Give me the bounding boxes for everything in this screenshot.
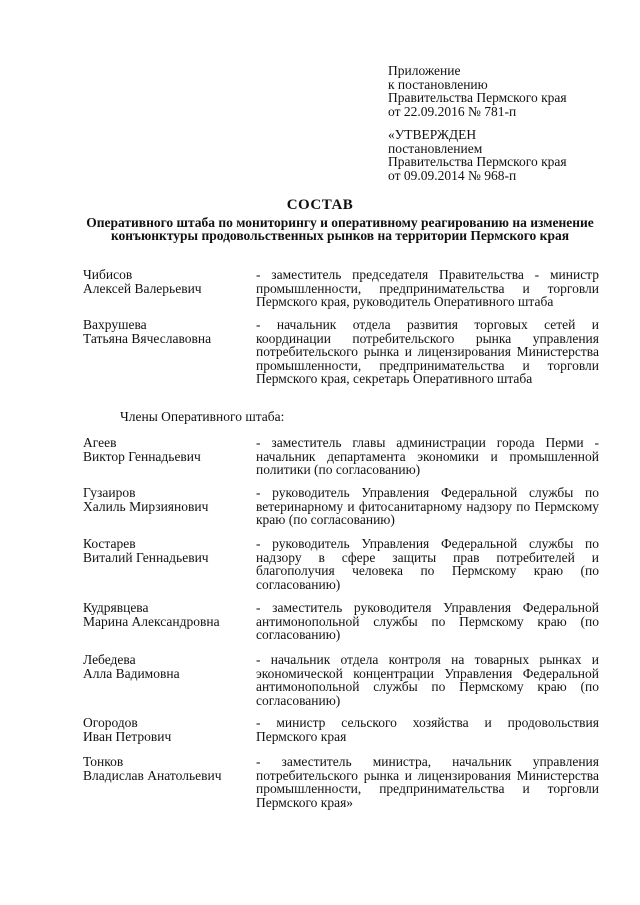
- surname: Гузаиров: [83, 485, 136, 500]
- annex-date: от 22.09.2016 № 781-п: [388, 103, 517, 119]
- given-name: Халиль Мирзиянович: [83, 498, 209, 514]
- approved-date: от 09.09.2014 № 968-п: [388, 167, 517, 183]
- annex-header: [388, 64, 628, 118]
- surname: Лебедева: [83, 652, 136, 667]
- person-name: [83, 268, 258, 295]
- position-description: - заместитель председателя Правительства - министр промышленности, предпринимательства и торговли Пермского края, руководитель Оперативного штаба: [256, 267, 599, 309]
- approved-line: «УТВЕРЖДЕН: [388, 127, 477, 142]
- person-name: [83, 601, 258, 628]
- surname: Кудрявцева: [83, 600, 149, 615]
- approved-line: постановлением: [388, 140, 483, 156]
- approved-line: Правительства Пермского края: [388, 154, 567, 169]
- document-title: СОСТАВ: [286, 197, 354, 213]
- given-name: Алла Вадимовна: [83, 665, 180, 681]
- surname: Огородов: [83, 715, 138, 730]
- given-name: Алексей Валерьевич: [83, 280, 202, 296]
- position-description: - начальник отдела контроля на товарных рынках и экономической концентрации Управления Федеральной антимонопольной службы по Пермскому краю (по согласованию): [256, 652, 599, 708]
- position-description: - министр сельского хозяйства и продовольствия Пермского края: [256, 715, 599, 744]
- person-name: [83, 436, 258, 463]
- person-name: [83, 537, 258, 564]
- given-name: Виктор Геннадьевич: [83, 448, 201, 464]
- annex-line: Приложение: [388, 63, 461, 78]
- person-name: [83, 653, 258, 680]
- given-name: Виталий Геннадьевич: [83, 549, 209, 565]
- person-name: [83, 318, 258, 345]
- position-description: - руководитель Управления Федеральной службы по ветеринарному и фитосанитарному надзору по Пермскому краю (по согласованию): [256, 485, 599, 527]
- given-name: Иван Петрович: [83, 728, 172, 744]
- given-name: Татьяна Вячеславовна: [83, 330, 212, 346]
- surname: Агеев: [83, 435, 117, 450]
- surname: Чибисов: [83, 267, 133, 282]
- surname: Вахрушева: [83, 317, 147, 332]
- approval-stamp-text: [388, 128, 628, 182]
- document-subtitle: Оперативного штаба по мониторингу и оперативному реагированию на изменение конъюнктуры продовольственных рынков на территории Пермского края: [86, 215, 594, 243]
- position-description: - заместитель министра, начальник управления потребительского рынка и лицензирования Министерства промышленности, предпринимательства и торговли Пермского края»: [256, 754, 599, 810]
- annex-line: Правительства Пермского края: [388, 90, 567, 105]
- position-description: - руководитель Управления Федеральной службы по надзору в сфере защиты прав потребителей и благополучия человека по Пермскому краю (по согласованию): [256, 536, 599, 592]
- person-name: [83, 716, 258, 743]
- person-name: [83, 755, 258, 782]
- given-name: Марина Александровна: [83, 613, 220, 629]
- members-heading: Члены Оперативного штаба:: [120, 409, 285, 424]
- surname: Тонков: [83, 754, 124, 769]
- person-name: [83, 486, 258, 513]
- annex-line: к постановлению: [388, 76, 488, 92]
- position-description: - заместитель главы администрации города Перми - начальник департамента экономики и промышленной политики (по согласованию): [256, 435, 599, 477]
- surname: Костарев: [83, 536, 136, 551]
- given-name: Владислав Анатольевич: [83, 767, 222, 783]
- position-description: - начальник отдела развития торговых сетей и координации потребительского рынка управления потребительского рынка и лицензирования Министерства промышленности, предпринимательства и торговли Пермского края, секретарь Оперативного штаба: [256, 317, 599, 386]
- position-description: - заместитель руководителя Управления Федеральной антимонопольной службы по Пермскому краю (по согласованию): [256, 600, 599, 642]
